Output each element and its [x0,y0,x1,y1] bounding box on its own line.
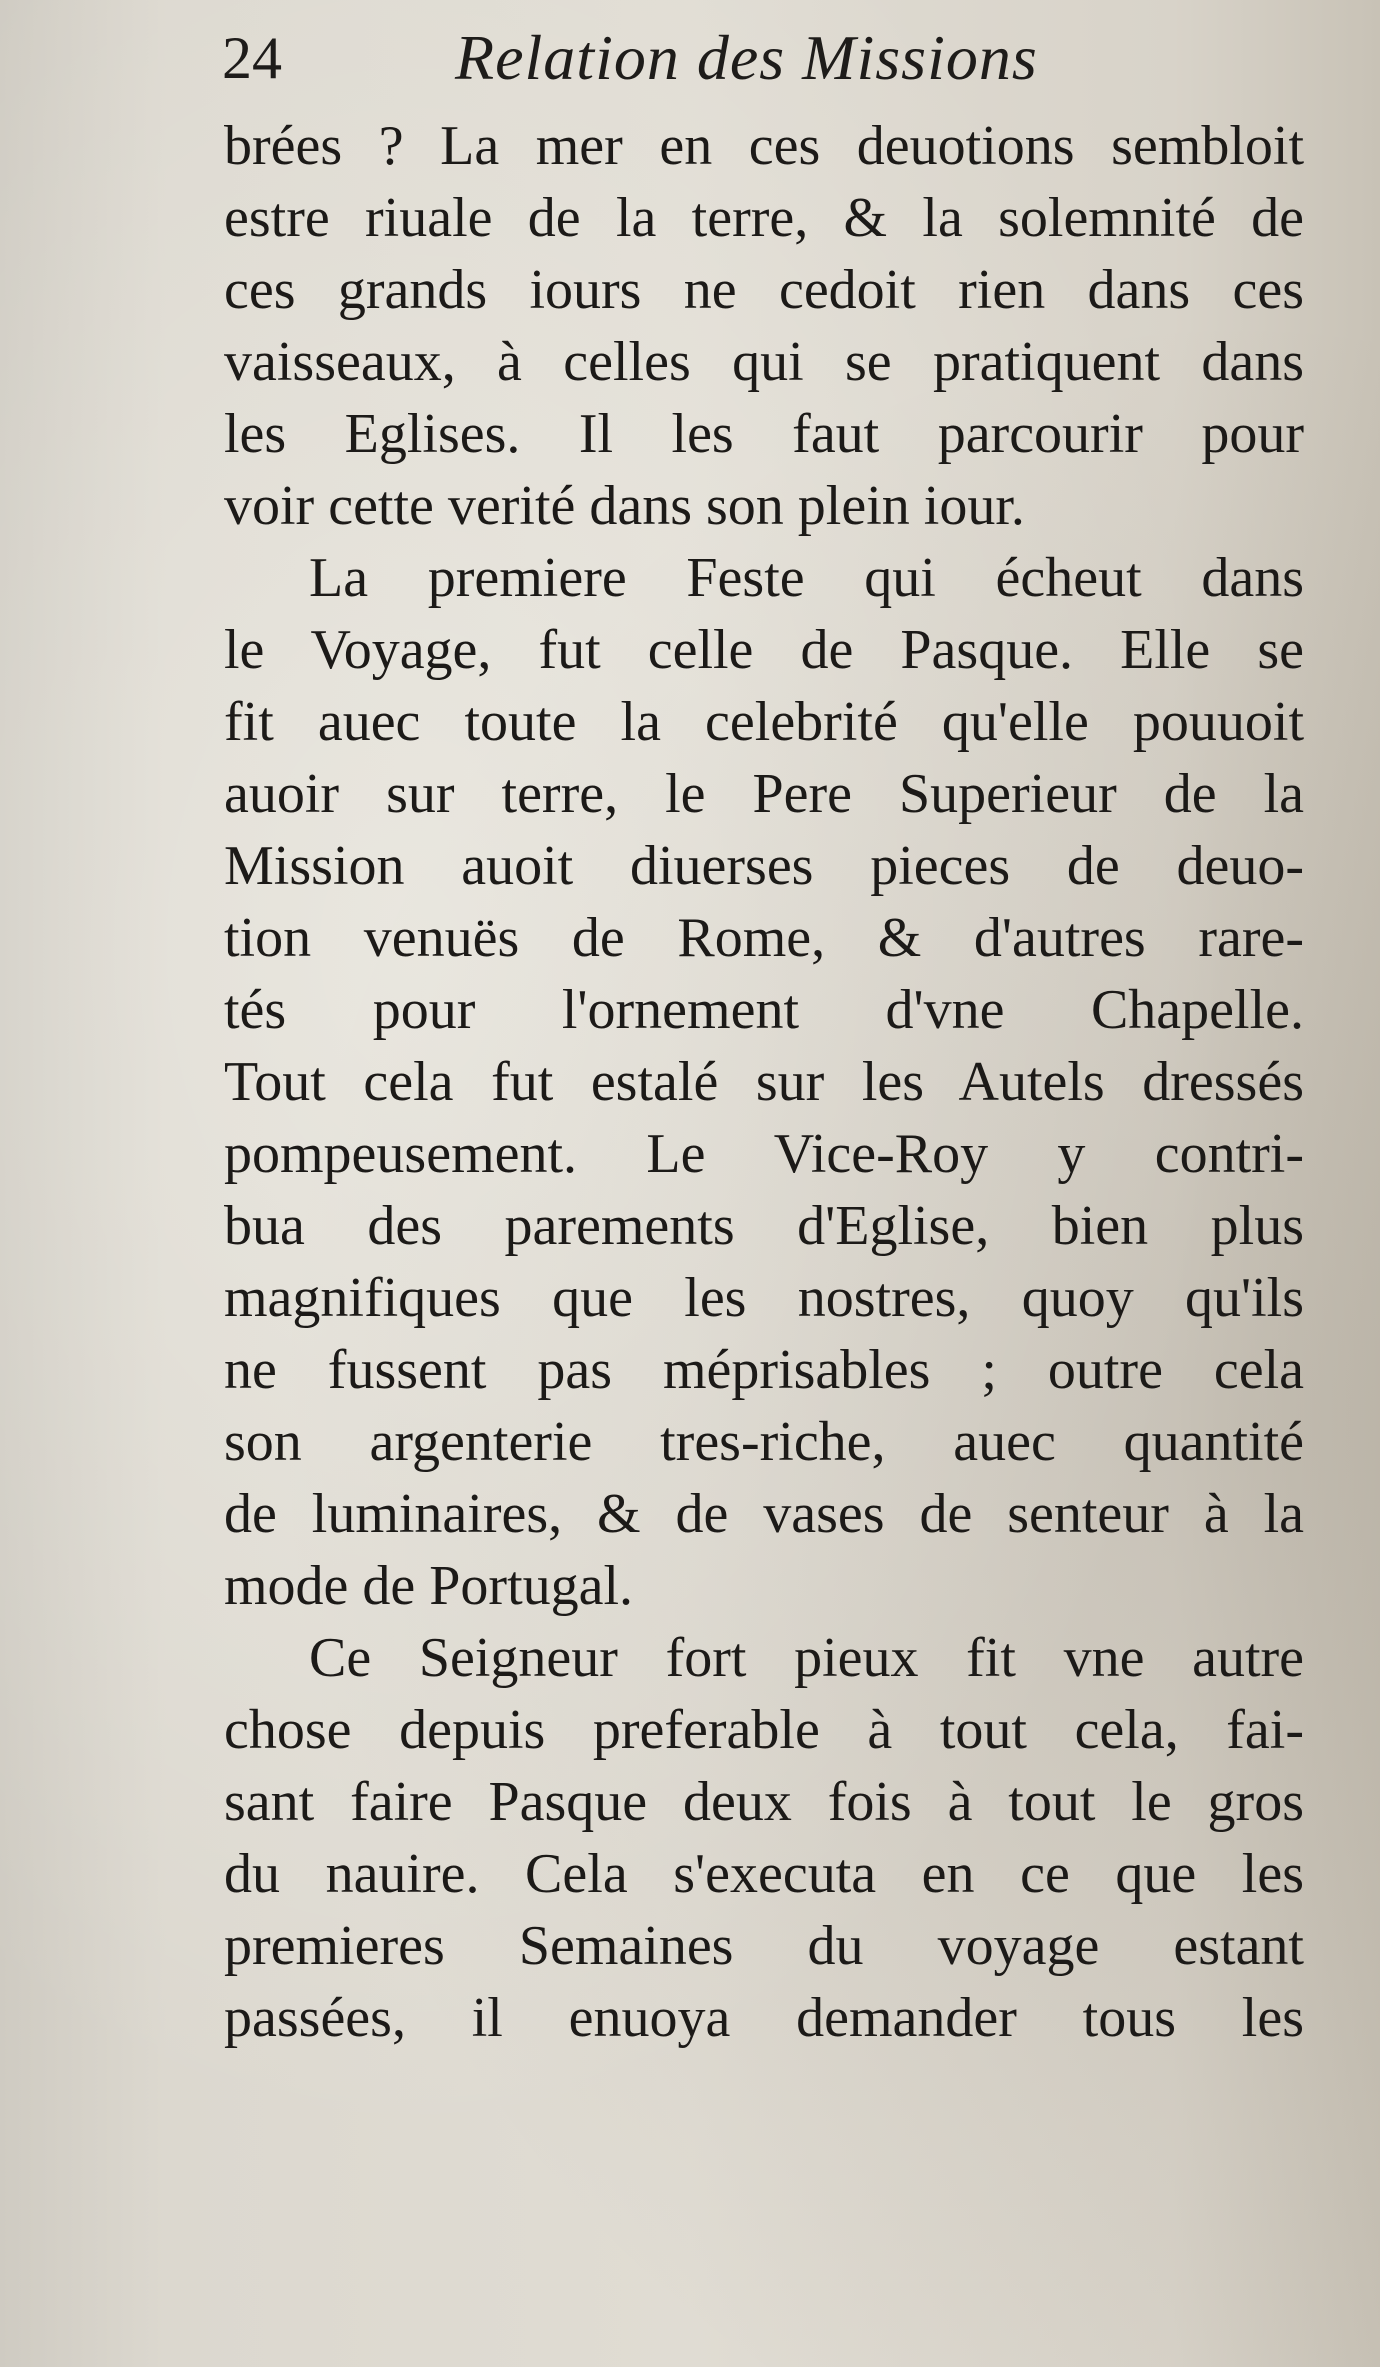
text-line: ne fussent pas méprisables ; outre cela [224,1339,1304,1401]
text-line: passées, il enuoya demander tous les [224,1987,1304,2049]
text-line: tés pour l'ornement d'vne Chapelle. [224,979,1304,1041]
text-line: voir cette verité dans son plein iour. [224,475,1025,537]
text-line: bua des parements d'Eglise, bien plus [224,1195,1304,1257]
running-head: Relation des Missions [455,22,1038,93]
text-line: pompeusement. Le Vice-Roy y contri- [224,1123,1304,1185]
text-line: Mission auoit diuerses pieces de deuo- [224,835,1304,897]
text-line: brées ? La mer en ces deuotions sembloit [224,115,1304,177]
text-line: son argenterie tres-riche, auec quantité [224,1411,1304,1473]
text-line: sant faire Pasque deux fois à tout le gros [224,1771,1304,1833]
text-line: le Voyage, fut celle de Pasque. Elle se [224,619,1304,681]
text-line: les Eglises. Il les faut parcourir pour [224,403,1304,465]
text-line: Tout cela fut estalé sur les Autels dressés [224,1051,1304,1113]
text-line: tion venuës de Rome, & d'autres rare- [224,907,1304,969]
text-line: vaisseaux, à celles qui se pratiquent dans [224,331,1304,393]
page-number: 24 [222,25,282,91]
text-line: mode de Portugal. [224,1555,634,1617]
text-line: chose depuis preferable à tout cela, fai- [224,1699,1304,1761]
text-line: fit auec toute la celebrité qu'elle pouuoit [224,691,1304,753]
paragraph [224,542,1304,1622]
body-text [224,110,1304,2054]
text-line: premieres Semaines du voyage estant [224,1915,1304,1977]
text-line: Ce Seigneur fort pieux fit vne autre [309,1627,1304,1689]
text-line: magnifiques que les nostres, quoy qu'ils [224,1267,1304,1329]
text-line: auoir sur terre, le Pere Superieur de la [224,763,1304,825]
text-line: de luminaires, & de vases de senteur à la [224,1483,1304,1545]
paragraph [224,1622,1304,2054]
paragraph [224,110,1304,542]
text-line: du nauire. Cela s'executa en ce que les [224,1843,1304,1905]
text-line: La premiere Feste qui écheut dans [309,547,1304,609]
text-line: ces grands iours ne cedoit rien dans ces [224,259,1304,321]
text-line: estre riuale de la terre, & la solemnité de [224,187,1304,249]
